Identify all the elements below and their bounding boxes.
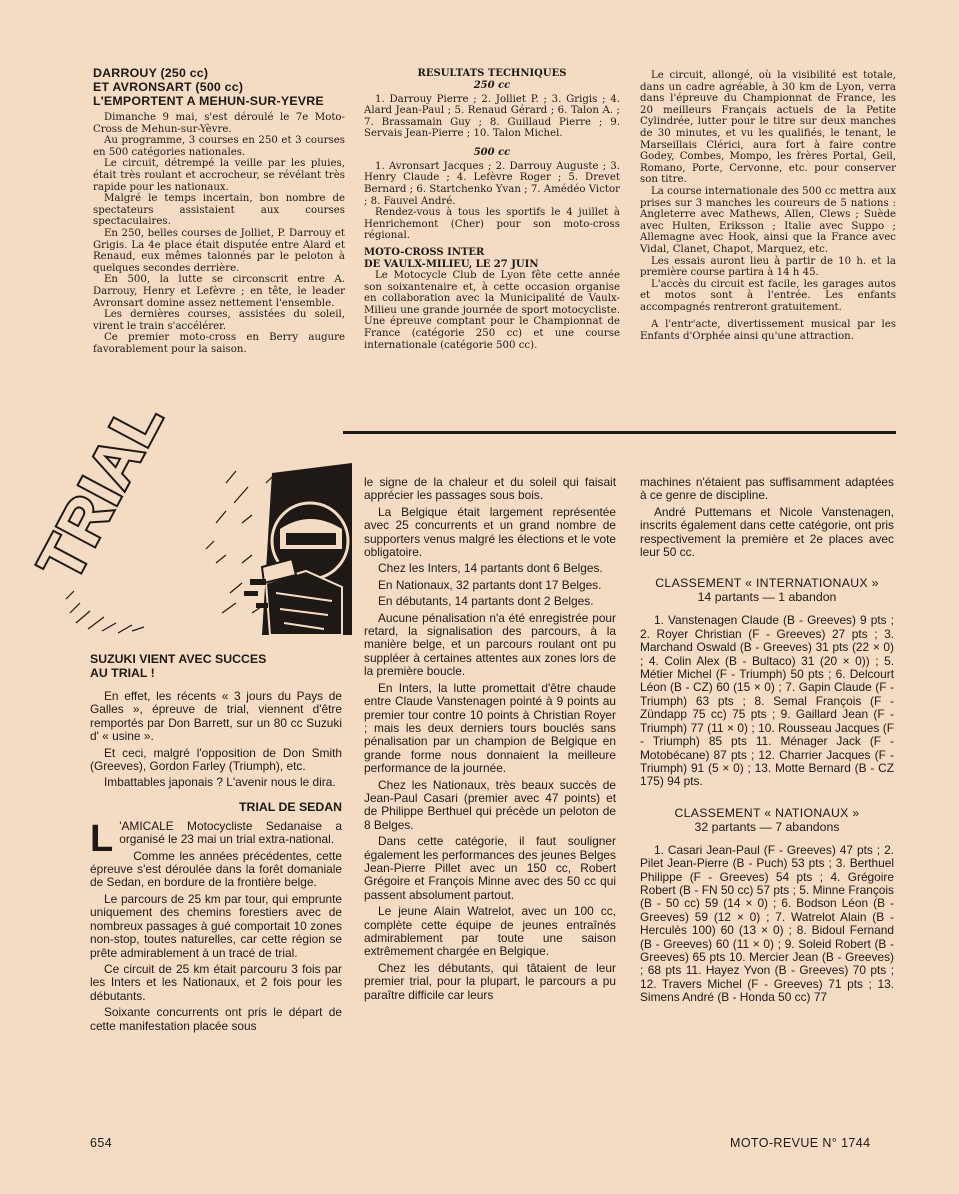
paragraph: Aucune pénalisation n'a été enregistrée pour retard, la signalisation des parcours, à la manière belge, et un parcours roulant ont pu suppléer à certaines attentes aux zones lors de la première boucle.	[364, 610, 616, 679]
classement-inter-title: CLASSEMENT « INTERNATIONAUX »	[655, 576, 879, 591]
paragraph: La Belgique était largement représentée avec 25 concurrents et un grand nombre de supporters venus malgré les élections et le vote obligatoire.	[364, 504, 616, 560]
headline-line: SUZUKI VIENT AVEC SUCCES	[90, 652, 267, 666]
results-header: RESULTATS TECHNIQUES	[417, 68, 567, 79]
article-suzuki-sedan	[90, 652, 342, 1090]
paragraph: Les essais auront lieu à partir de 10 h. et la première course partira à 14 h 45.	[640, 255, 896, 279]
paragraph: le signe de la chaleur et du soleil qui faisait apprécier les passages sous bois.	[364, 475, 616, 503]
paragraph: Le circuit, détrempé la veille par les pluies, était très roulant et accrocheur, se révélant très rapide pour les nationaux.	[93, 158, 345, 193]
paragraph: Ce premier moto-cross en Berry augure favorablement pour la saison.	[93, 332, 345, 355]
paragraph: Soixante concurrents ont pris le départ de cette manifestation placée sous	[90, 1005, 342, 1033]
classement-inter-subtitle: 14 partants — 1 abandon	[697, 590, 837, 605]
sedan-lead-text: 'AMICALE Motocycliste Sedanaise a organisé le 23 mai un trial extra-national.	[119, 818, 342, 847]
vaulx-text: Le Motocycle Club de Lyon fête cette année son soixantenaire et, à cette occasion organise en collaboration avec la Municipalité de Vaulx-Milieu une grande journée de sport motocycliste. Une épreuve comptant pour le Championnat de France (catégorie 250 cc) et une course internationale (catégorie 500 cc).	[364, 270, 620, 351]
paragraph: La course internationale des 500 cc mettra aux prises sur 3 manches les coureurs de 5 nations : Angleterre avec Mathews, Allen, Clews ; Suède avec Hulten, Eriksson ; Italie avec Suppo ; Allemagne avec Hook, ainsi que la France avec Vidal, Clanet, Chapot, Marquez, etc.	[640, 185, 896, 255]
headline-line: ET AVRONSART (500 cc)	[93, 80, 244, 94]
page-number: 654	[90, 1136, 113, 1150]
rendezvous-text: Rendez-vous à tous les sportifs le 4 juillet à Henrichemont (Cher) pour son moto-cross régional.	[364, 207, 620, 242]
sedan-lead	[90, 817, 342, 860]
paragraph: En 500, la lutte se circonscrit entre A. Darrouy, Henry et Lefèvre ; en tête, le leader Avronsart domine assez nettement l'ensemble.	[93, 274, 345, 309]
article-sedan-continued	[364, 476, 616, 1090]
magazine-issue: MOTO-REVUE N° 1744	[730, 1136, 871, 1150]
class-500-label: 500 cc	[473, 146, 511, 158]
paragraph: A l'entr'acte, divertissement musical par les Enfants d'Orphée ainsi qu'une attraction.	[640, 319, 896, 343]
trial-rider-drawing	[25, 389, 352, 635]
paragraph: Comme les années précédentes, cette épreuve s'est déroulée dans la forêt domaniale de Sedan, en bordure de la frontière belge.	[90, 848, 342, 890]
sedan-headline: TRIAL DE SEDAN	[239, 799, 342, 814]
paragraph: Et ceci, malgré l'opposition de Don Smith (Greeves), Gordon Farley (Triumph), etc.	[90, 745, 342, 774]
paragraph: Le jeune Alain Watrelot, avec un 100 cc, complète cette équipe de jeunes entraînés admirablement par toute une saison extrêmement chargée en Belgique.	[364, 904, 616, 959]
paragraph: André Puttemans et Nicole Vanstenagen, inscrits également dans cette catégorie, ont pris respectivement la première et 2e places avec leur 50 cc.	[640, 504, 894, 560]
paragraph: En Inters, la lutte promettait d'être chaude entre Claude Vanstenagen pointé à 9 points au premier tour contre 10 points à Christian Royer ; mais les deux derniers tours bouclés sans pénalisation par un champion de Belgique en grande forme nous donnaient la meilleure performance de la journée.	[364, 680, 616, 776]
paragraph: Le parcours de 25 km par tour, qui emprunte uniquement des chemins forestiers avec de nombreux passages à gué comportait 10 zones non-stop, toutes naturelles, car cette région se prête admirablement à un tracé de trial.	[90, 891, 342, 960]
paragraph: Ce circuit de 25 km était parcouru 3 fois par les Inters et les Nationaux, et 2 fois pour les débutants.	[90, 961, 342, 1003]
headline-line: L'EMPORTENT A MEHUN-SUR-YEVRE	[93, 94, 324, 108]
paragraph: Chez les Inters, 14 partants dont 6 Belges.	[378, 561, 603, 576]
vaulx-header-line: DE VAULX-MILIEU, LE 27 JUIN	[364, 258, 539, 270]
paragraph: Chez les Nationaux, très beaux succès de Jean-Paul Casari (premier avec 47 points) et de Philippe Berthuel qui précède un peloton de 8 Belges.	[364, 777, 616, 832]
paragraph: machines n'étaient pas suffisamment adaptées à ce genre de discipline.	[640, 475, 894, 503]
paragraph: Dans cette catégorie, il faut souligner également les performances des jeunes Belges Jean-Pierre Pillet avec un 150 cc, Robert Grégoire et François Minne avec des 50 cc qui passent absolument partout.	[364, 834, 616, 902]
paragraph: Malgré le temps incertain, bon nombre de spectateurs assistaient aux courses spectaculaires.	[93, 193, 345, 228]
paragraph: Les dernières courses, assistées du soleil, virent le train s'accélérer.	[93, 309, 345, 332]
classement-nat-title: CLASSEMENT « NATIONAUX »	[674, 805, 860, 820]
classement-nat-subtitle: 32 partants — 7 abandons	[694, 819, 840, 834]
article-mehun	[93, 66, 345, 406]
classement-inter-results: 1. Vanstenagen Claude (B - Greeves) 9 pts ; 2. Royer Christian (F - Greeves) 27 pts ; 3. Marchand Oswald (B - Greeves) 31 pts (22 × 0) ; 4. Colin Alex (B - Bultaco) 31 (20 × 0)) ; 5. Métier Michel (F - Triumph) 50 pts ; 6. Delcourt Léon (B - CZ) 60 (15 × 0) ; 7. Gapin Claude (F - Triumph) 63 pts ; 8. Semal François (F - Zündapp 75 cc) 75 pts ; 9. Gaillard Jean (F - Triumph) 77 (11 × 0) ; 10. Rousseau Jacques (F - Triumph) 85 pts 11. Ménager Jack (F - Motobécane) 87 pts ; 12. Charrier Jacques (F - Triumph) 91 (5 × 0) ; 13. Motte Bernard (B - CZ 175) 94 pts.	[640, 613, 894, 789]
paragraph: En effet, les récents « 3 jours du Pays de Galles », épreuve de trial, viennent d'être remportés par Don Barrett, sur un 80 cc Suzuki d' « usine ».	[90, 689, 342, 744]
suzuki-headline	[90, 652, 342, 680]
section-divider	[343, 431, 896, 434]
article-results	[364, 68, 620, 408]
headline-line: AU TRIAL !	[90, 666, 155, 680]
vaulx-header-line: MOTO-CROSS INTER	[364, 247, 485, 259]
paragraph: Dimanche 9 mai, s'est déroulé le 7e Moto-Cross de Mehun-sur-Yèvre.	[93, 112, 345, 135]
results-500: 1. Avronsart Jacques ; 2. Darrouy Auguste ; 3. Henry Claude ; 4. Lefèvre Roger ; 5. Drevet Bernard ; 6. Startchenko Yvan ; 7. Amédéo Victor ; 8. Fauvel André.	[364, 160, 620, 207]
article-mehun-headline	[93, 66, 345, 108]
drop-cap: L	[90, 817, 114, 860]
paragraph: En 250, belles courses de Jolliet, P. Darrouy et Grigis. La 4e place était disputée entre Alard et Renaud, eux mêmes talonnés par le peloton à quelques secondes derrière.	[93, 227, 345, 274]
trial-illustration	[25, 389, 352, 635]
results-250: 1. Darrouy Pierre ; 2. Jolliet P. ; 3. Grigis ; 4. Alard Jean-Paul ; 5. Renaud Gérard ; 6. Talon A. ; 7. Brassamain Guy ; 8. Guillaud Pierre ; 9. Servais Jean-Pierre ; 10. Talon Michel.	[364, 93, 620, 140]
class-250-label: 250 cc	[473, 79, 511, 91]
paragraph: En Nationaux, 32 partants dont 17 Belges.	[378, 577, 602, 592]
trial-illustration-word: TRIAL	[25, 389, 177, 592]
paragraph: Chez les débutants, qui tâtaient de leur premier trial, pour la plupart, le parcours a pu paraître difficile car leurs	[364, 960, 616, 1002]
article-circuit	[640, 70, 896, 410]
vaulx-header	[364, 247, 620, 270]
paragraph: En débutants, 14 partants dont 2 Belges.	[378, 594, 594, 609]
paragraph: Imbattables japonais ? L'avenir nous le dira.	[104, 775, 336, 790]
article-classement	[640, 476, 894, 1090]
paragraph: Au programme, 3 courses en 250 et 3 courses en 500 catégories nationales.	[93, 135, 345, 158]
headline-line: DARROUY (250 cc)	[93, 66, 209, 80]
classement-nat-results: 1. Casari Jean-Paul (F - Greeves) 47 pts ; 2. Pilet Jean-Pierre (B - Puch) 53 pts ; 3. Berthuel Philippe (F - Greeves) 54 pts ; 4. Grégoire Robert (B - FN 50 cc) 57 pts ; 5. Minne François (B - 50 cc) 59 (14 × 0) ; 6. Bodson Léon (B - Greeves) 59 (12 × 0) ; 7. Watrelot Alain (B - Herculès 100) 60 (13 × 0) ; 8. Bidoul Fernand (B - Greeves) 60 (11 × 0) ; 9. Soleid Robert (B - Greeves) 65 pts 10. Mercier Jean (B - Greeves) ; 68 pts 11. Hayez Yvon (B - Greeves) 70 pts ; 12. Travers Michel (F - Greeves) 71 pts ; 13. Simens André (B - Honda 50 cc) 77	[640, 842, 894, 1005]
paragraph: Le circuit, allongé, où la visibilité est totale, dans un cadre agréable, à 30 km de Lyon, verra dans l'épreuve du Championnat de France, les 20 meilleurs Français actuels de la Petite Cylindrée, lutter pour le titre sur deux manches de 30 minutes, et vu les qualifiés, le tenant, le Marseillais Clérici, aura fort à faire contre Godey, Combes, Mompo, les frères Portal, Geil, Romano, Porte, Cervonne, etc. pour conserver son titre.	[640, 70, 896, 186]
paragraph: L'accès du circuit est facile, les garages autos et motos sont à l'entrée. Les enfants accompagnés rentreront gratuitement.	[640, 278, 896, 313]
